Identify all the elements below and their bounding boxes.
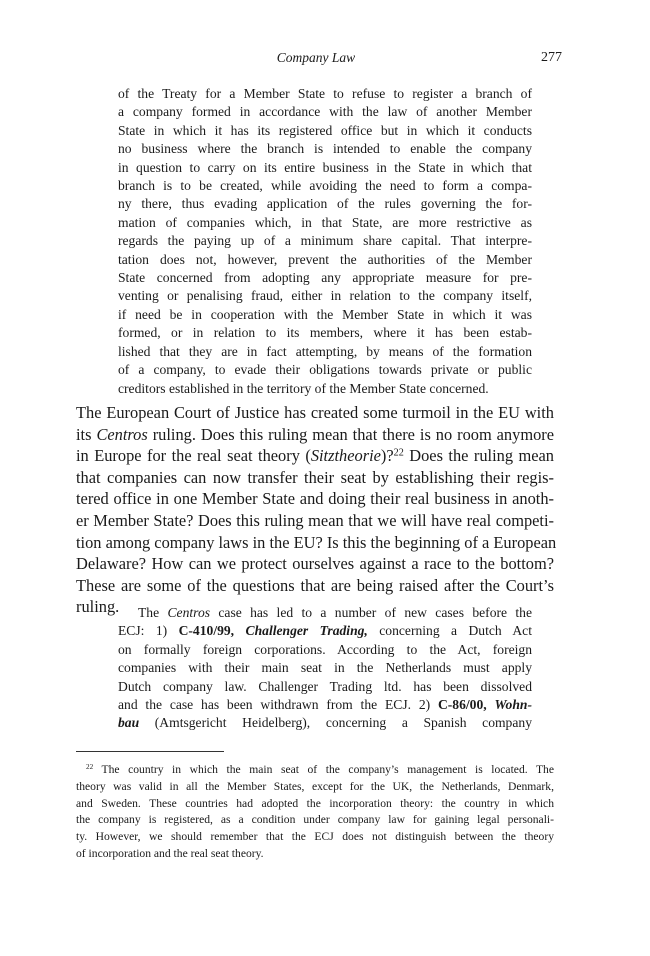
body-paragraph — [76, 402, 557, 618]
page-header — [76, 50, 562, 70]
body-line: ruling. — [76, 597, 120, 617]
indented-line — [118, 696, 532, 714]
body-line: These are some of the questions that are being raised after the Court’s — [76, 575, 554, 595]
body-line: The European Court of Justice has created some turmoil in the EU with — [76, 403, 554, 422]
case-number-bold: C-410/99, — [178, 623, 235, 639]
case-name-italic: Centros — [167, 605, 211, 620]
quote-line: of a company, to evade their obligations towards private or public — [118, 362, 532, 378]
quote-line: no business where the branch is intended to enable the company — [118, 141, 532, 157]
indented-line: on formally foreign corporations. According to the Act, foreign — [118, 641, 532, 657]
quote-line: of the Treaty for a Member State to refuse to register a branch of — [118, 86, 532, 101]
text-run — [234, 623, 245, 638]
footnote-line — [76, 762, 554, 779]
case-name-italic: Centros — [96, 424, 148, 444]
quote-line: tation does not, however, prevent the authorities of the Member — [118, 251, 532, 267]
case-name-bold-italic: Wohn- — [494, 697, 532, 713]
quote-line: mation of companies which, in that State, are more restrictive as — [118, 214, 532, 230]
text-run: Does the ruling mean — [403, 446, 555, 466]
footnote-marker: 22 — [86, 763, 94, 772]
text-run: The — [138, 605, 168, 620]
footnote-line: the company is registered, as a condition under company law for gaining legal personali- — [76, 813, 554, 827]
term-italic: Sitztheorie — [310, 446, 381, 466]
page-number: 277 — [541, 50, 562, 65]
body-line: that companies can now transfer their seat by establishing their regis- — [76, 467, 554, 487]
quote-line: State in which it has its registered office but in which it conducts — [118, 122, 532, 138]
quote-line: if need be in cooperation with the Member State in which it was — [118, 306, 532, 322]
block-quote — [118, 85, 532, 398]
footnote-line: theory was valid in all the Member States, except for the UK, the Netherlands, Denmark, — [76, 779, 554, 793]
body-line — [76, 445, 554, 467]
quote-line: lished that they are in fact attempting, by means of the formation — [118, 343, 532, 359]
quote-line: in question to carry on its entire business in the State in which that — [118, 159, 532, 175]
indented-paragraph — [118, 604, 532, 733]
footnote-reference[interactable]: 22 — [393, 447, 404, 459]
indented-line: companies with their main seat in the Netherlands must apply — [118, 660, 532, 676]
body-line: tered office in one Member State and doing their real business in anoth- — [76, 489, 554, 509]
text-run: case has led to a number of new cases before the — [210, 605, 532, 620]
text-run: concerning a Dutch Act — [367, 623, 532, 639]
text-run: (Amtsgericht Heidelberg), concerning a Spanish company — [139, 715, 532, 731]
footnote-line: and Sweden. These countries had adopted the incorporation theory: the country in which — [76, 796, 554, 810]
quote-line: regards the paying up of a minimum share capital. That interpre- — [118, 233, 532, 249]
body-line: Delaware? How can we protect ourselves against a race to the bottom? — [76, 554, 554, 574]
body-line: tion among company laws in the EU? Is this the beginning of a European — [76, 532, 557, 552]
quote-line: ny there, thus evading application of the rules governing the for- — [118, 196, 532, 212]
case-name-bold-italic: bau — [118, 715, 140, 731]
quote-line: State concerned from adopting any appropriate measure for pre- — [118, 270, 532, 286]
text-run: ECJ: 1) — [118, 623, 179, 639]
footnote-line: of incorporation and the real seat theory. — [76, 846, 264, 860]
indented-line: Dutch company law. Challenger Trading ltd. has been dissolved — [118, 678, 532, 694]
quote-line: formed, or in relation to its members, where it has been estab- — [118, 325, 532, 341]
body-line: er Member State? Does this ruling mean that we will have real competi- — [76, 510, 554, 530]
indented-line — [118, 714, 532, 732]
running-title: Company Law — [276, 50, 356, 65]
footnote — [76, 762, 554, 863]
quote-line: creditors established in the territory of the Member State concerned. — [118, 380, 489, 396]
quote-line: venting or penalising fraud, either in relation to the company itself, — [118, 288, 532, 304]
text-run: and the case has been withdrawn from the ECJ. 2) — [118, 697, 438, 713]
footnote-divider — [76, 751, 224, 752]
text-run: in Europe for the real seat theory ( — [76, 446, 311, 466]
text-run: )? — [380, 446, 394, 466]
case-name-bold-italic: Challenger Trading, — [245, 623, 368, 639]
text-run: The country in which the main seat of the company’s management is located. The — [93, 763, 554, 776]
quote-line: a company formed in accordance with the law of another Member — [118, 104, 532, 120]
indented-line — [118, 604, 532, 622]
case-number-bold: C-86/00, — [437, 697, 487, 713]
body-line — [76, 424, 554, 446]
text-run: ruling. Does this ruling mean that there is no room anymore — [147, 424, 554, 444]
indented-line — [118, 622, 532, 640]
footnote-line: ty. However, we should remember that the ECJ does not distinguish between the theory — [76, 830, 554, 844]
quote-line: branch is to be created, while avoiding the need to form a compa- — [118, 178, 532, 194]
text-run: its — [76, 424, 97, 444]
